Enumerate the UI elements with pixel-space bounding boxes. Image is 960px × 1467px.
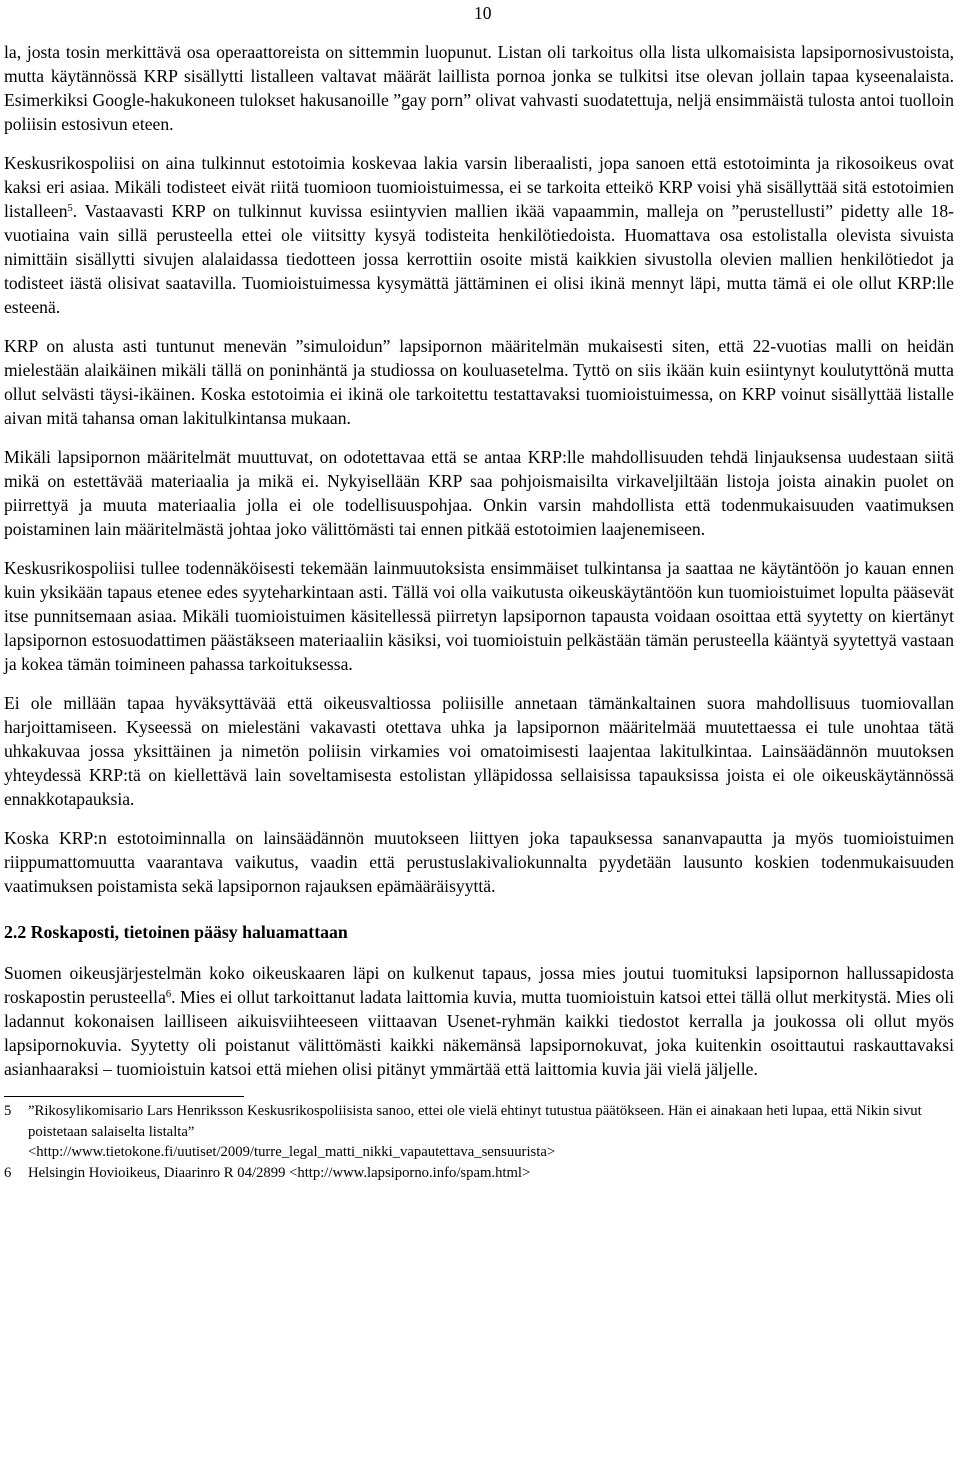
footnote-number: 5 <box>4 1103 12 1119</box>
paragraph <box>4 445 954 541</box>
footnote-link[interactable]: <http://www.tietokone.fi/uutiset/2009/turre_legal_matti_nikki_vapautettava_sensuurista> <box>28 1144 556 1160</box>
footnote <box>4 1101 954 1163</box>
footnote-text <box>28 1101 954 1163</box>
paragraph-text: . Mies ei ollut tarkoittanut ladata laittomia kuvia, mutta tuomioistuin katsoi ettei tällä ollut merkitystä. Mies oli ladannut kokonaisen lailliseen aikuisviihteeseen viittaavan Usenet-ryhmän kaikki tiedostot kerralla ja joukossa oli ollut myös lapsipornokuvia. Syytetty oli poistanut välittömästi kaikki näkemänsä lapsipornokuvat, joka kuitenkin osoittautui raskauttavaksi asianhaaraksi – tuomioistuin katsoi että miehen olisi pitänyt ymmärtää että laittomia kuvia jäi vielä jäljelle. <box>4 987 954 1079</box>
footnote-citation: Helsingin Hovioikeus, Diaarinro R 04/2899 <http://www.lapsiporno.info/spam.html> <box>28 1164 531 1181</box>
paragraph-text: KRP on alusta asti tuntunut menevän ”simuloidun” lapsipornon määritelmän mukaisesti siten, että 22-vuotias malli on heidän mielestään alaikäinen mikäli tällä on poninhäntä ja studiossa on kouluasetelma. Tyttö on siis ikään kuin esiintynyt koulutyttönä mutta ollut selvästi täysi-ikäinen. Koska estotoimia ei ikinä ole tarkoitettu testattavaksi tuomioistuimessa, on KRP voinut sisällyttää listalle aivan mitä tahansa oman lakitulkintansa mukaan. <box>4 336 954 428</box>
footnote-number: 6 <box>4 1164 12 1181</box>
paragraph <box>4 40 954 136</box>
paragraph <box>4 826 954 898</box>
paragraph-text: Suomen oikeusjärjestelmän koko oikeuskaaren läpi on kulkenut tapaus, jossa mies joutui tuomituksi lapsipornon hallussapidosta roskapostin perusteella <box>4 963 954 1007</box>
paragraph-text: . Vastaavasti KRP on tulkinnut kuvissa esiintyvien mallien ikää vapaammin, malleja on ”perustellusti” pidetty alle 18-vuotiaina vain sillä perusteella ettei ole viitsitty kysyä todisteita henkilötiedoista. Huomattava osa estolistalla olevista sivuista nimittäin sisällytti sivujen alalaidassa tiedotteen jossa kerrottiin osoite mistä kaikkien sivustolla olevien mallien henkilötiedot ja todisteet iästä olisivat saatavilla. Tuomioistuimessa kysymättä jättäminen ei olisi ikinä mennyt läpi, mutta tämä ei ole ollut KRP:lle esteenä. <box>4 201 954 317</box>
paragraph-text: Keskusrikospoliisi tullee todennäköisesti tekemään lainmuutoksista ensimmäiset tulkintansa ja saattaa ne käytäntöön jo kauan ennen kuin yksikään tapaus etenee edes syyteharkintaan asti. Tällä voi olla vaikutusta oikeuskäytäntöön kun tuomioistuimet lopulta pääsevät itse punnitsemaan asiaa. Mikäli tuomioistuimen käsitellessä piirretyn lapsipornon tapausta voidaan osoittaa että syytetty on kiertänyt lapsipornon estosuodattimen päästäkseen materiaaliin käsiksi, voi tuomioistuin pelkästään tämän perusteella kääntyä syytettyä vastaan ja kokea tämän toimineen pahassa tarkoituksessa. <box>4 558 954 674</box>
paragraph <box>4 691 954 811</box>
footnote <box>4 1163 954 1184</box>
page-number: 10 <box>474 3 492 23</box>
paragraph-text: Ei ole millään tapaa hyväksyttävää että oikeusvaltiossa poliisille annetaan tämänkaltainen suora mahdollisuus tuomiovallan harjoittamiseen. Kyseessä on mielestäni vakavasti otettava uhka ja lapsipornon määritelmää muutettaessa ei tule unohtaa tätä uhkakuvaa jossa yksittäinen ja nimetön poliisin virkamies voi omatoimisesti laajentaa lakitulkintaa. Lainsäädännön muutoksen yhteydessä KRP:tä on kiellettävä lain soveltamisesta estolistan ylläpidossa sellaisissa tapauksissa joista ei ole oikeuskäytännössä ennakkotapauksia. <box>4 693 954 809</box>
section-heading: 2.2 Roskaposti, tietoinen pääsy haluamattaan <box>4 922 348 942</box>
body-text <box>4 40 954 1183</box>
paragraph <box>4 556 954 676</box>
footnote-divider <box>4 1096 244 1097</box>
footnote-quote: ”Rikosylikomisario Lars Henriksson Keskusrikospoliisista sanoo, ettei ole vielä ehtinyt tutustua päätökseen. Hän ei ainakaan heti lupaa, että Nikin sivut poistetaan salaiselta listalta” <box>28 1103 922 1140</box>
footnote-reference[interactable]: 5 <box>67 203 73 214</box>
paragraph <box>4 961 954 1081</box>
paragraph-text: la, josta tosin merkittävä osa operaattoreista on sittemmin luopunut. Listan oli tarkoitus olla lista ulkomaisista lapsipornosivustoista, mutta käytännössä KRP sisällytti listalleen valtavat määrät laillista pornoa jonka se tulkitsi itse olevan jollain tapaa kyseenalaista. Esimerkiksi Google-hakukoneen tulokset hakusanoille ”gay porn” olivat vahvasti suodatettuja, neljä ensimmäistä tulosta antoi tuolloin poliisin estosivun eteen. <box>4 42 954 134</box>
paragraph-text: Mikäli lapsipornon määritelmät muuttuvat, on odotettavaa että se antaa KRP:lle mahdollisuuden tehdä linjauksensa uudestaan siitä mikä on estettävää materiaalia ja mikä ei. Nykyisellään KRP saa pohjoismaisilta virkaveljiltään listoja joista ainakin puolet on piirrettyä ja muuta materiaalia jolla ei ole todellisuuspohjaa. Onkin varsin mahdollista että todenmukaisuuden vaatimuksen poistaminen lain määritelmästä johtaa joko välittömästi tai ennen pitkää estotoimien laajenemiseen. <box>4 447 954 539</box>
paragraph-text: Koska KRP:n estotoiminnalla on lainsäädännön muutokseen liittyen joka tapauksessa sananvapautta ja myös tuomioistuimen riippumattomuutta vaarantava vaikutus, vaadin että perustuslakivaliokunnalta pyydetään lausunto koskien todenmukaisuuden vaatimuksen poistamista sekä lapsipornon rajauksen epämääräisyyttä. <box>4 828 954 896</box>
paragraph-text: Keskusrikospoliisi on aina tulkinnut estotoimia koskevaa lakia varsin liberaalisti, jopa sanoen että estotoiminta ja rikosoikeus ovat kaksi eri asiaa. Mikäli todisteet eivät riitä tuomioon tuomioistuimessa, ei se tarkoita etteikö KRP voisi yhä sisällyttää sitä estotoimien listalleen <box>4 153 954 221</box>
paragraph <box>4 151 954 319</box>
paragraph <box>4 334 954 430</box>
footnote-text <box>28 1163 954 1184</box>
footnote-reference[interactable]: 6 <box>165 989 172 1000</box>
